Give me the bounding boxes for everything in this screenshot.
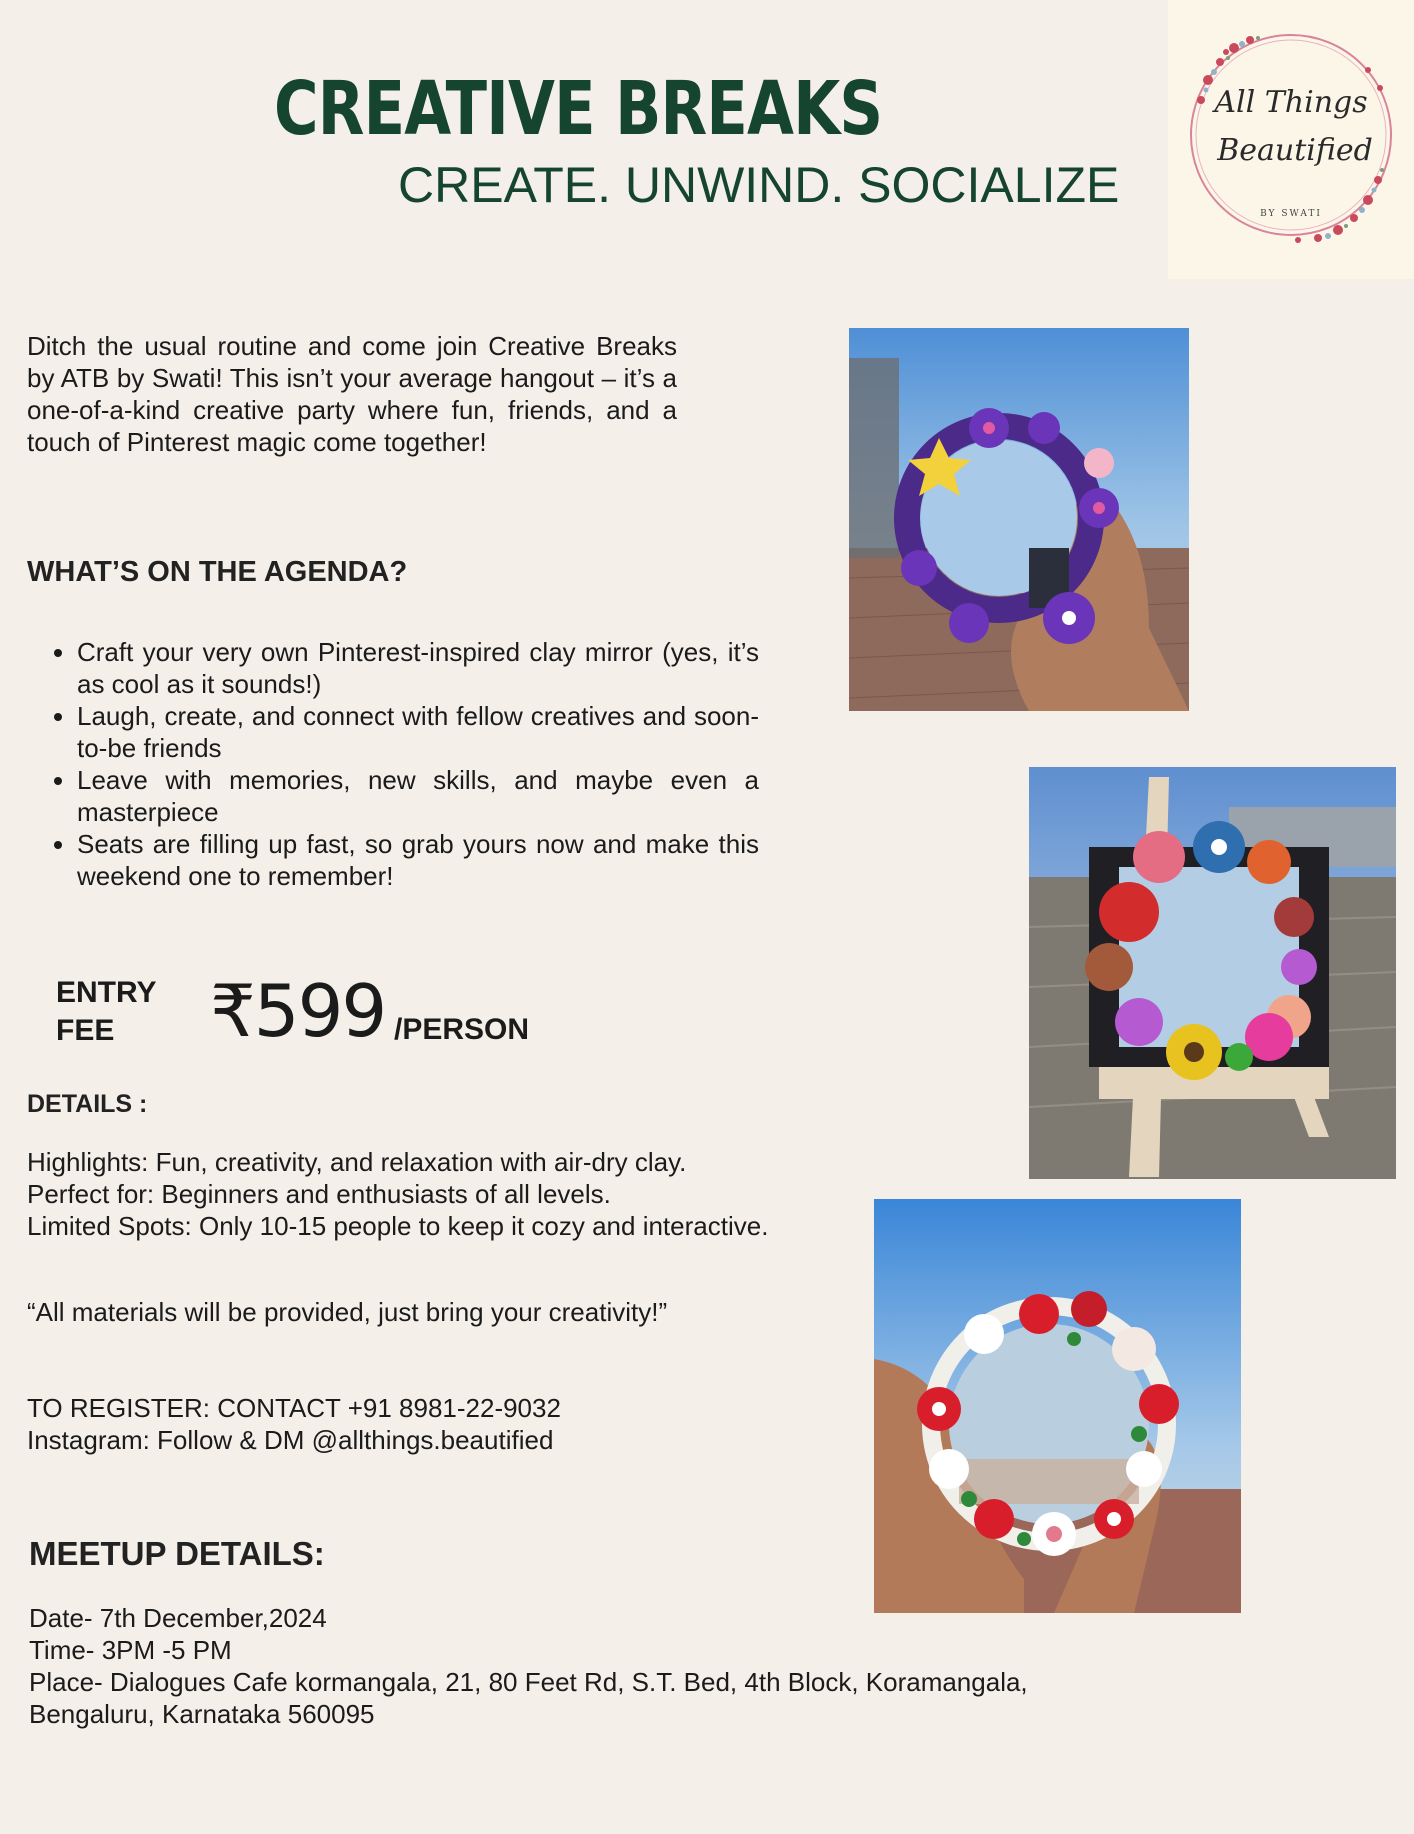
details-list	[27, 1146, 768, 1242]
fee-label	[56, 974, 196, 1050]
details-limited-spots: Limited Spots: Only 10-15 people to keep it cozy and interactive.	[27, 1211, 769, 1241]
logo-text-line1: All Things	[1214, 85, 1368, 120]
list-item: • Laugh, create, and connect with fellow creatives and soon-to-be friends	[77, 700, 759, 764]
photo-red-white-flower-mirror	[874, 1199, 1241, 1613]
agenda-heading: WHAT’S ON THE AGENDA?	[27, 556, 408, 588]
list-item: • Craft your very own Pinterest-inspired clay mirror (yes, it’s as cool as it sounds!)	[77, 636, 759, 700]
meetup-date: Date- 7th December,2024	[29, 1603, 327, 1633]
page-subtitle: CREATE. UNWIND. SOCIALIZE	[398, 157, 1120, 213]
fee-label-line2: FEE	[56, 1014, 115, 1047]
list-item: • Seats are filling up fast, so grab yours now and make this weekend one to remember!	[77, 828, 759, 892]
meetup-details	[29, 1602, 1028, 1730]
photo-floral-easel-mirror	[1029, 767, 1396, 1179]
details-highlights: Highlights: Fun, creativity, and relaxation with air-dry clay.	[27, 1147, 687, 1177]
meetup-place-city: Bengaluru, Karnataka 560095	[29, 1699, 375, 1729]
logo-text-line2: Beautified	[1217, 133, 1373, 168]
details-heading: DETAILS :	[27, 1090, 148, 1118]
agenda-list	[27, 636, 759, 892]
meetup-heading: MEETUP DETAILS:	[29, 1535, 325, 1572]
instagram-handle: Instagram: Follow & DM @allthings.beautified	[27, 1425, 554, 1455]
register-contact: TO REGISTER: CONTACT +91 8981-22-9032	[27, 1393, 561, 1423]
logo-wreath	[1168, 0, 1414, 279]
meetup-time: Time- 3PM -5 PM	[29, 1635, 232, 1665]
list-item: • Leave with memories, new skills, and maybe even a masterpiece	[77, 764, 759, 828]
fee-label-line1: ENTRY	[56, 976, 157, 1009]
page-title: CREATIVE BREAKS	[274, 66, 883, 152]
logo-text-line3: BY SWATI	[1260, 209, 1322, 219]
fee-unit: /PERSON	[394, 1013, 530, 1046]
materials-quote: “All materials will be provided, just bring your creativity!”	[27, 1297, 668, 1327]
register-block	[27, 1392, 561, 1456]
meetup-place: Place- Dialogues Cafe kormangala, 21, 80 Feet Rd, S.T. Bed, 4th Block, Koramangala,	[29, 1667, 1028, 1697]
photo-purple-clay-mirror	[849, 328, 1189, 711]
brand-logo	[1168, 0, 1414, 279]
details-perfect-for: Perfect for: Beginners and enthusiasts of all levels.	[27, 1179, 611, 1209]
intro-paragraph: Ditch the usual routine and come join Creative Breaks by ATB by Swati! This isn’t your average hangout – it’s a one-of-a-kind creative party where fun, friends, and a touch of Pinterest magic come together!	[27, 331, 677, 457]
fee-amount: ₹599	[210, 969, 386, 1053]
